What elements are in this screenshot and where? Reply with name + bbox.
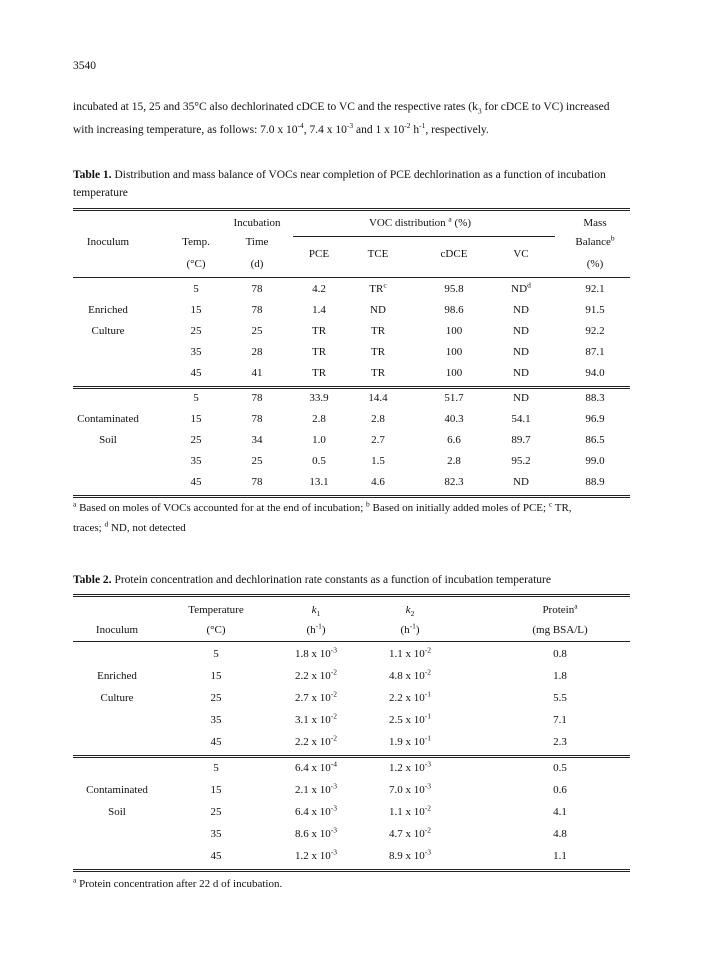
table2-group-label: Soil [108, 806, 126, 818]
table1-cell-time: 78 [251, 283, 263, 295]
table2-cell-temp: 15 [210, 670, 222, 682]
table2-cell-k2: 8.9 x $10^{-3}$ [389, 847, 431, 862]
table1-cell-tce: TR [370, 325, 386, 337]
table1-cell-temp: 5 [193, 283, 199, 295]
table1-cell-vc: ND [513, 325, 529, 337]
table2-cell-temp: 5 [213, 762, 219, 774]
table1-cell-mass: 88.9 [585, 476, 605, 488]
table2-cell-k1: 1.8 x $10^{-3}$ [295, 645, 337, 660]
table1-header-temp-unit: (°C) [186, 258, 206, 270]
table1-cell-temp: 35 [190, 346, 202, 358]
table1-header-incubation: Incubation [233, 217, 281, 229]
table1-cell-tce: 2.7 [371, 434, 385, 446]
table1-footnote-c: TR, [554, 502, 572, 514]
table2-cell-k1: 2.2 x $10^{-2}$ [295, 667, 337, 682]
table1-cell-tce: 2.8 [371, 413, 385, 425]
table1-cell-temp: 15 [190, 304, 202, 316]
table2-cell-protein: 4.1 [553, 806, 567, 818]
table1-cell-pce: 0.5 [312, 455, 326, 467]
table1-cell-time: 78 [251, 413, 263, 425]
table2-cell-temp: 35 [210, 828, 222, 840]
table1-header-time: Time [245, 236, 269, 248]
table1-header-tce: TCE [367, 248, 389, 260]
table2-header-temperature: Temperature [188, 604, 244, 616]
table2-cell-k2: 2.5 x $10^{-1}$ [389, 711, 431, 726]
table2-caption-label: Table 2. [73, 574, 112, 586]
table2-header-k2-unit: $(h^{-1})$ [400, 621, 420, 636]
table1-group-label: Enriched [88, 304, 128, 316]
table1-caption-label: Table 1. [73, 169, 112, 181]
table1-header-inoculum: Inoculum [86, 236, 130, 248]
table2-group-label: Culture [100, 692, 134, 704]
table2-cell-k1: 6.4 x $10^{-3}$ [295, 803, 337, 818]
table1-cell-vc: $ND^d$ [511, 280, 531, 295]
table1-group-rule [73, 386, 630, 389]
table1-cell-tce: 1.5 [371, 455, 385, 467]
table1-cell-cdce: 6.6 [447, 434, 461, 446]
table1-top-rule [73, 208, 630, 211]
table1-cell-cdce: 2.8 [447, 455, 461, 467]
table1-cell-tce: 4.6 [371, 476, 385, 488]
table2-cell-temp: 45 [210, 736, 222, 748]
table1-header-mass-unit: (%) [586, 258, 604, 270]
table1-cell-tce: $TR^c$ [369, 280, 387, 295]
table1-cell-pce: 1.0 [312, 434, 326, 446]
table1-cell-time: 78 [251, 476, 263, 488]
table2-group-label: Enriched [97, 670, 137, 682]
table1-cell-tce: 14.4 [368, 392, 388, 404]
table1-cell-vc: ND [513, 367, 529, 379]
table1-cell-time: 25 [251, 325, 263, 337]
table1-group-label: Soil [99, 434, 117, 446]
table1-cell-cdce: 51.7 [444, 392, 464, 404]
table1-footnote: $^a$ Based on moles of VOCs accounted for at the end of incubation; $^b$ Based on initially added moles of PCE; $^c$ TR, traces; $^d$ ND, not detected [73, 499, 572, 534]
table1-voc-rule [293, 236, 555, 237]
table1-cell-mass: 91.5 [585, 304, 605, 316]
table2-cell-k1: 2.7 x $10^{-2}$ [295, 689, 337, 704]
table1-cell-vc: ND [513, 346, 529, 358]
table1-cell-vc: 54.1 [511, 413, 531, 425]
table2-header-rule [73, 641, 630, 642]
table2-footnote-text: Protein concentration after 22 d of incubation. [79, 878, 283, 890]
table2-cell-temp: 25 [210, 692, 222, 704]
table1-cell-time: 78 [251, 392, 263, 404]
table2-cell-protein: 1.1 [553, 850, 567, 862]
paragraph-line-1: incubated at 15, 25 and 35°C also dechlorinated cDCE to VC and the respective rates ($k_3$ for cDCE to VC) increased [73, 101, 610, 116]
table1-cell-mass: 88.3 [585, 392, 605, 404]
table2-cell-k2: 7.0 x $10^{-3}$ [389, 781, 431, 796]
table1-cell-pce: TR [311, 367, 327, 379]
table1-cell-cdce: 82.3 [444, 476, 464, 488]
table2-cell-k1: 2.1 x $10^{-3}$ [295, 781, 337, 796]
table1-cell-cdce: 98.6 [444, 304, 464, 316]
table1-cell-time: 34 [251, 434, 263, 446]
table1-cell-cdce: 100 [445, 346, 463, 358]
table1-header-time-unit: (d) [250, 258, 264, 270]
table2-header-k1: $k_1$ [311, 604, 321, 619]
page-number: 3540 [73, 60, 96, 72]
table2-cell-k2: 1.1 x $10^{-2}$ [389, 645, 431, 660]
table2-cell-temp: 45 [210, 850, 222, 862]
table2-cell-protein: 0.5 [553, 762, 567, 774]
table2-cell-protein: 2.3 [553, 736, 567, 748]
table2-cell-k2: 4.7 x $10^{-2}$ [389, 825, 431, 840]
table1-footnote-traces: traces; [73, 522, 102, 534]
table2-cell-k2: 1.1 x $10^{-2}$ [389, 803, 431, 818]
table1-cell-pce: 1.4 [312, 304, 326, 316]
table1-header-pce: PCE [308, 248, 330, 260]
table1-cell-cdce: 40.3 [444, 413, 464, 425]
table1-header-rule [73, 277, 630, 278]
table1-caption-text: Distribution and mass balance of VOCs near completion of PCE dechlorination as a function of incubation temperature [73, 169, 606, 199]
table2-cell-k2: 4.8 x $10^{-2}$ [389, 667, 431, 682]
table2-cell-k1: 2.2 x $10^{-2}$ [295, 733, 337, 748]
table2-cell-protein: 0.6 [553, 784, 567, 796]
table1-caption [73, 166, 633, 202]
table1-cell-pce: TR [311, 325, 327, 337]
table1-cell-tce: ND [370, 304, 386, 316]
table2-cell-protein: 1.8 [553, 670, 567, 682]
table1-cell-mass: 92.1 [585, 283, 605, 295]
table1-cell-temp: 5 [193, 392, 199, 404]
table1-cell-mass: 94.0 [585, 367, 605, 379]
table2-top-rule [73, 594, 630, 597]
table1-header-balance: Balance$^b$ [575, 233, 615, 248]
table1-cell-temp: 15 [190, 413, 202, 425]
table1-cell-vc: ND [513, 476, 529, 488]
table2-cell-protein: 0.8 [553, 648, 567, 660]
table1-cell-vc: ND [513, 392, 529, 404]
table2-header-protein-unit: (mg BSA/L) [532, 624, 588, 636]
table1-cell-pce: 33.9 [309, 392, 329, 404]
table1-footnote-d: ND, not detected [110, 522, 186, 534]
table1-cell-pce: 2.8 [312, 413, 326, 425]
table1-cell-pce: 4.2 [312, 283, 326, 295]
table2-cell-protein: 4.8 [553, 828, 567, 840]
table1-cell-vc: 89.7 [511, 434, 531, 446]
table1-cell-temp: 35 [190, 455, 202, 467]
table2-group-rule [73, 755, 630, 758]
table1-cell-temp: 25 [190, 325, 202, 337]
table2-cell-temp: 25 [210, 806, 222, 818]
table1-cell-mass: 96.9 [585, 413, 605, 425]
table1-cell-cdce: 100 [445, 325, 463, 337]
table1-cell-mass: 92.2 [585, 325, 605, 337]
table1-cell-temp: 25 [190, 434, 202, 446]
table2-cell-protein: 5.5 [553, 692, 567, 704]
table2-cell-protein: 7.1 [553, 714, 567, 726]
table1-cell-cdce: 95.8 [444, 283, 464, 295]
table2-cell-k2: 1.2 x $10^{-3}$ [389, 759, 431, 774]
table2-header-inoculum: Inoculum [95, 624, 139, 636]
table1-header-voc-group: VOC distribution $^a$ (%) [368, 214, 472, 229]
table1-cell-mass: 86.5 [585, 434, 605, 446]
table2-cell-k2: 2.2 x $10^{-1}$ [389, 689, 431, 704]
table1-cell-time: 41 [251, 367, 263, 379]
table1-cell-vc: ND [513, 304, 529, 316]
table2-header-temp-unit: (°C) [206, 624, 226, 636]
table2-footnote: $^a$ Protein concentration after 22 d of incubation. [73, 875, 283, 890]
table2-group-label: Contaminated [86, 784, 148, 796]
table2-header-protein: Protein$^a$ [542, 601, 578, 616]
table1-header-mass: Mass [583, 217, 607, 229]
table2-cell-temp: 35 [210, 714, 222, 726]
table1-cell-tce: TR [370, 367, 386, 379]
table1-cell-vc: 95.2 [511, 455, 531, 467]
table1-cell-pce: 13.1 [309, 476, 329, 488]
table2-caption-text: Protein concentration and dechlorination rate constants as a function of incubation temperature [114, 574, 551, 586]
table1-cell-time: 78 [251, 304, 263, 316]
table2-bottom-rule [73, 869, 630, 872]
table1-cell-time: 28 [251, 346, 263, 358]
table1-group-label: Culture [91, 325, 125, 337]
table2-cell-temp: 15 [210, 784, 222, 796]
table1-cell-cdce: 100 [445, 367, 463, 379]
table1-cell-time: 25 [251, 455, 263, 467]
table1-cell-pce: TR [311, 346, 327, 358]
table1-footnote-a: Based on moles of VOCs accounted for at the end of incubation; [79, 502, 364, 514]
table1-cell-temp: 45 [190, 476, 202, 488]
table1-cell-tce: TR [370, 346, 386, 358]
table2-cell-k1: 6.4 x $10^{-4}$ [295, 759, 337, 774]
table1-header-temp: Temp. [182, 236, 210, 248]
table2-cell-k1: 1.2 x $10^{-3}$ [295, 847, 337, 862]
table1-cell-temp: 45 [190, 367, 202, 379]
table1-header-vc: VC [513, 248, 529, 260]
table2-header-k1-unit: $(h^{-1})$ [306, 621, 326, 636]
table1-group-label: Contaminated [77, 413, 139, 425]
table2-cell-temp: 5 [213, 648, 219, 660]
table2-cell-k2: 1.9 x $10^{-1}$ [389, 733, 431, 748]
table2-cell-k1: 8.6 x $10^{-3}$ [295, 825, 337, 840]
table1-cell-mass: 87.1 [585, 346, 605, 358]
body-paragraph [73, 96, 633, 142]
table1-cell-mass: 99.0 [585, 455, 605, 467]
table1-header-cdce: cDCE [440, 248, 468, 260]
table2-caption [73, 571, 633, 589]
table1-footnote-b: Based on initially added moles of PCE; [372, 502, 547, 514]
table2-header-k2: $k_2$ [405, 604, 415, 619]
table2-cell-k1: 3.1 x $10^{-2}$ [295, 711, 337, 726]
paragraph-line-2: with increasing temperature, as follows: 7.0 x $10^{-4}$, 7.4 x $10^{-3}$ and 1 x $10^{-2}$ $h^{-1}$, respectively. [73, 121, 489, 136]
